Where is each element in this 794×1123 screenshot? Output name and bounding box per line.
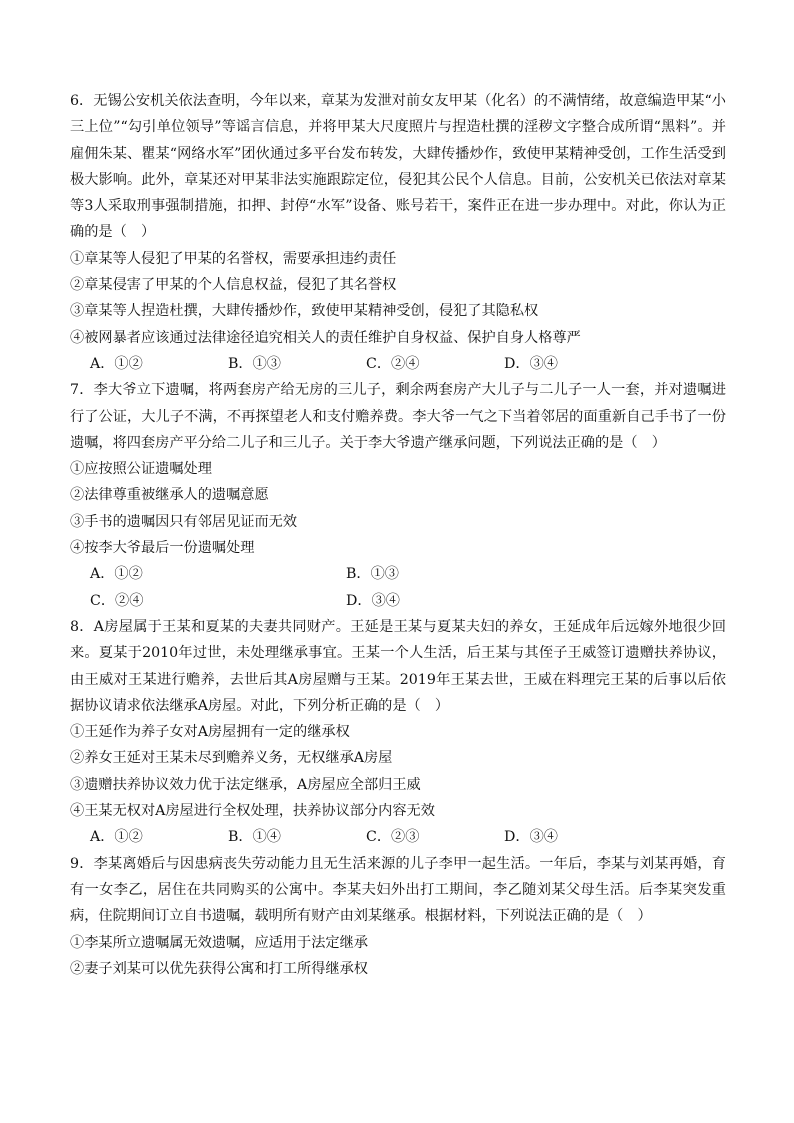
choice-d[interactable]: D．③④ xyxy=(346,592,400,609)
question-7-choices-row-2 xyxy=(70,588,726,614)
question-9-option-1: ①李某所立遗嘱属无效遗嘱，应适用于法定继承 xyxy=(70,934,368,951)
question-6-choices xyxy=(70,351,726,377)
question-8-stem: 8．A房屋属于王某和夏某的夫妻共同财产。王延是王某与夏某夫妇的养女，王延成年后远嫁外地很少回来。夏某于2010年过世，未处理继承事宜。王某一个人生活，后王某与其侄子王威签订遗赠扶养协议，由王威对王某进行赡养，去世后其A房屋赠与王某。2019年王某去世，王威在料理完王某的后事以后依据协议请求依法继承A房屋。对此，下列分析正确的是（ ） xyxy=(70,618,726,714)
question-7-option-3: ③手书的遗嘱因只有邻居见证而无效 xyxy=(70,513,298,530)
choice-c[interactable]: C．②③ xyxy=(366,829,420,846)
question-7-option-1: ①应按照公证遗嘱处理 xyxy=(70,461,212,478)
choice-a[interactable]: A．①② xyxy=(90,355,143,372)
question-9-stem: 9．李某离婚后与因患病丧失劳动能力且无生活来源的儿子李甲一起生活。一年后，李某与刘某再婚，育有一女李乙，居住在共同购买的公寓中。李某夫妇外出打工期间，李乙随刘某父母生活。后李某突发重病，住院期间订立自书遗嘱，载明所有财产由刘某继承。根据材料，下列说法正确的是（ ） xyxy=(70,855,726,925)
question-7-stem: 7．李大爷立下遗嘱，将两套房产给无房的三儿子，剩余两套房产大儿子与二儿子一人一套，并对遗嘱进行了公证，大儿子不满，不再探望老人和支付赡养费。李大爷一气之下当着邻居的面重新自己手书了一份遗嘱，将四套房产平分给二儿子和三儿子。关于李大爷遗产继承问题，下列说法正确的是（ ） xyxy=(70,382,726,451)
question-8-option-1: ①王延作为养子女对A房屋拥有一定的继承权 xyxy=(70,724,350,741)
question-6-option-1: ①章某等人侵犯了甲某的名誉权，需要承担违约责任 xyxy=(70,250,397,267)
choice-b[interactable]: B．①③ xyxy=(346,566,399,583)
document-page xyxy=(70,88,726,982)
question-6-option-2: ②章某侵害了甲某的个人信息权益，侵犯了其名誉权 xyxy=(70,277,397,294)
choice-d[interactable]: D．③④ xyxy=(504,355,558,372)
choice-a[interactable]: A．①② xyxy=(90,829,143,846)
choice-a[interactable]: A．①② xyxy=(90,566,143,583)
question-8-option-3: ③遗赠扶养协议效力优于法定继承，A房屋应全部归王威 xyxy=(70,776,421,793)
choice-b[interactable]: B．①③ xyxy=(228,355,281,372)
question-9-option-2: ②妻子刘某可以优先获得公寓和打工所得继承权 xyxy=(70,960,368,977)
question-8-option-2: ②养女王延对王某未尽到赡养义务，无权继承A房屋 xyxy=(70,750,393,767)
choice-d[interactable]: D．③④ xyxy=(504,829,558,846)
question-6-stem: 6．无锡公安机关依法查明，今年以来，章某为发泄对前女友甲某（化名）的不满情绪，故意编造甲某“小三上位”“勾引单位领导”等谣言信息，并将甲某大尺度照片与捏造杜撰的淫秽文字整合成所谓“黑料”。并雇佣朱某、瞿某“网络水军”团伙通过多平台发布转发，大肆传播炒作，致使甲某精神受创，工作生活受到极大影响。此外，章某还对甲某非法实施跟踪定位，侵犯其公民个人信息。目前，公安机关已依法对章某等3人采取刑事强制措施，扣押、封停“水军”设备、账号若干，案件正在进一步办理中。对此，你认为正确的是（ ） xyxy=(70,93,726,241)
question-6-option-4: ④被网暴者应该通过法律途径追究相关人的责任维护自身权益、保护自身人格尊严 xyxy=(70,329,581,346)
question-8-option-4: ④王某无权对A房屋进行全权处理，扶养协议部分内容无效 xyxy=(70,803,435,820)
choice-c[interactable]: C．②④ xyxy=(366,355,420,372)
question-6-option-3: ③章某等人捏造杜撰，大肆传播炒作，致使甲某精神受创，侵犯了其隐私权 xyxy=(70,303,539,320)
question-7-choices-row-1 xyxy=(70,561,726,587)
choice-b[interactable]: B．①④ xyxy=(228,829,281,846)
question-7-option-4: ④按李大爷最后一份遗嘱处理 xyxy=(70,540,255,557)
question-7-option-2: ②法律尊重被继承人的遗嘱意愿 xyxy=(70,487,269,504)
choice-c[interactable]: C．②④ xyxy=(90,592,144,609)
question-8-choices xyxy=(70,824,726,850)
